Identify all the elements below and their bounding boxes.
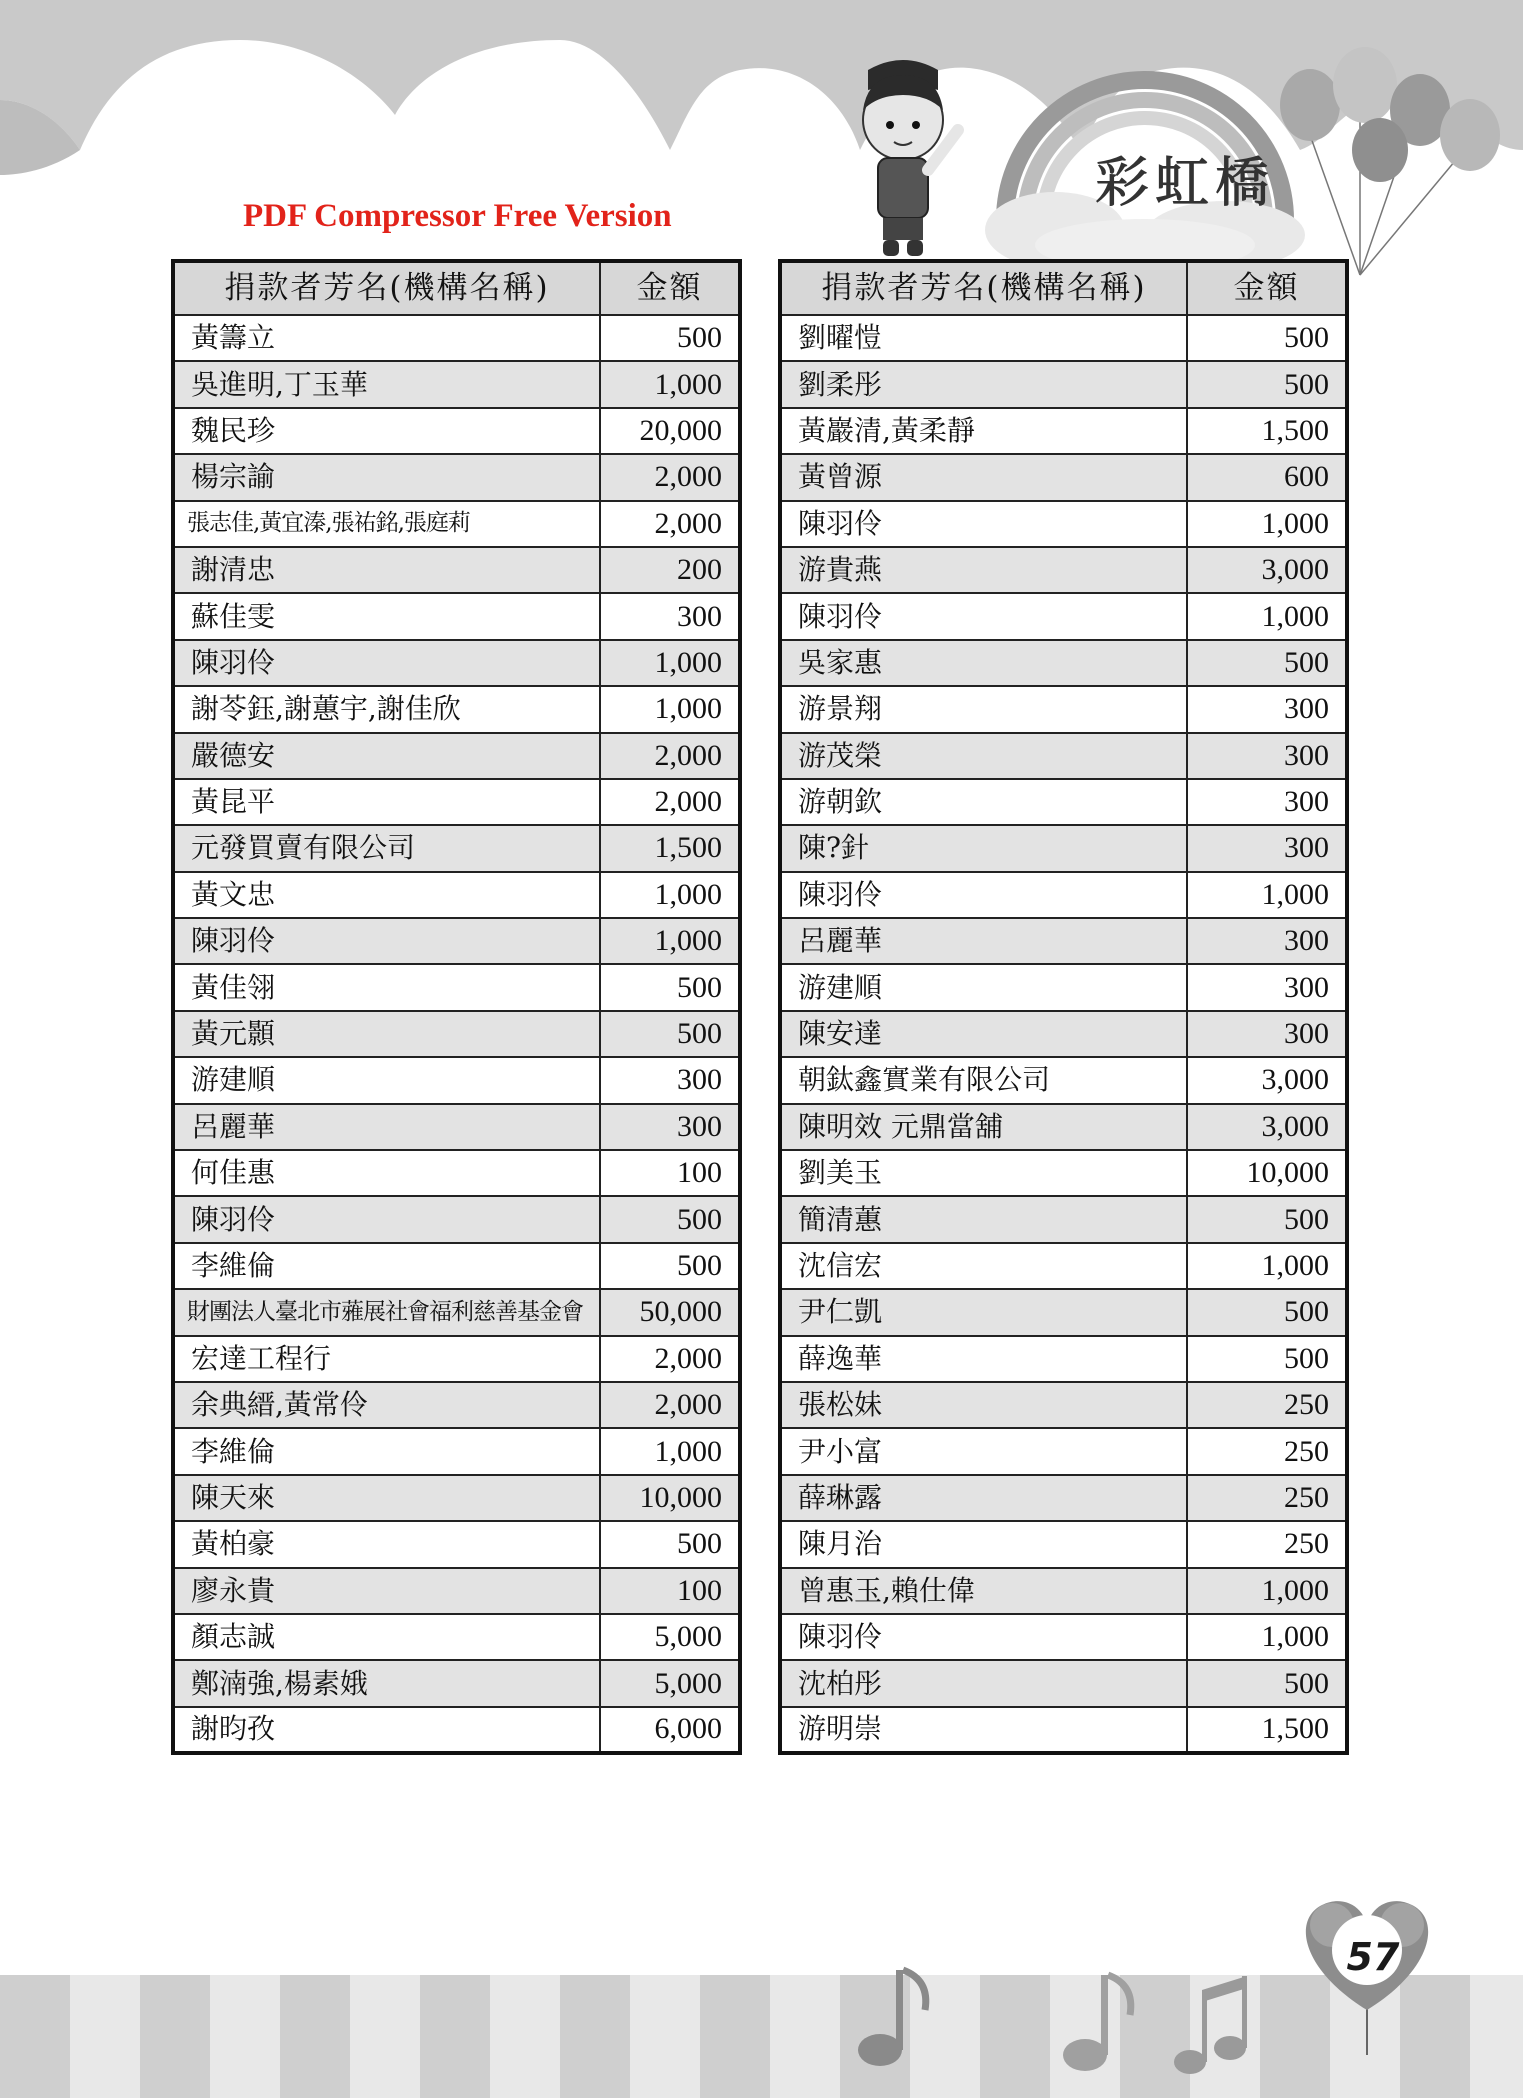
- donor-name: 劉美玉: [780, 1150, 1187, 1196]
- donation-amount: 6,000: [600, 1707, 740, 1753]
- donor-name: 陳?針: [780, 825, 1187, 871]
- donor-name: 陳安達: [780, 1011, 1187, 1057]
- table-row: [780, 1289, 1347, 1335]
- donor-table-right: [778, 259, 1349, 1755]
- donation-amount: 500: [1187, 315, 1347, 361]
- donation-amount: 20,000: [600, 408, 740, 454]
- donor-name: 陳羽伶: [780, 501, 1187, 547]
- donor-name: 陳月治: [780, 1521, 1187, 1567]
- table-row: [173, 1011, 740, 1057]
- table-row: [173, 1475, 740, 1521]
- donation-amount: 500: [600, 1243, 740, 1289]
- table-row: [173, 872, 740, 918]
- donation-amount: 500: [1187, 1336, 1347, 1382]
- donation-amount: 10,000: [600, 1475, 740, 1521]
- donor-name: 廖永貴: [173, 1568, 600, 1614]
- table-row: [780, 779, 1347, 825]
- donation-amount: 100: [600, 1568, 740, 1614]
- table-row: [780, 872, 1347, 918]
- donation-amount: 300: [1187, 918, 1347, 964]
- donor-name: 黃佳翎: [173, 964, 600, 1010]
- donation-amount: 1,000: [600, 1428, 740, 1474]
- donor-name: 沈柏彤: [780, 1660, 1187, 1706]
- donor-name: 游景翔: [780, 686, 1187, 732]
- donation-amount: 250: [1187, 1382, 1347, 1428]
- donor-name: 張松妹: [780, 1382, 1187, 1428]
- donation-amount: 250: [1187, 1428, 1347, 1474]
- donation-amount: 2,000: [600, 501, 740, 547]
- table-row: [173, 825, 740, 871]
- table-row: [780, 1336, 1347, 1382]
- donation-amount: 500: [600, 1196, 740, 1242]
- donation-amount: 250: [1187, 1475, 1347, 1521]
- table-row: [173, 640, 740, 686]
- donor-name: 余典縉,黃常伶: [173, 1382, 600, 1428]
- donor-name: 呂麗華: [780, 918, 1187, 964]
- donor-name: 吳進明,丁玉華: [173, 361, 600, 407]
- donation-amount: 3,000: [1187, 1057, 1347, 1103]
- donation-amount: 500: [1187, 361, 1347, 407]
- table-row: [780, 1382, 1347, 1428]
- donation-amount: 300: [1187, 825, 1347, 871]
- music-notes-icon: [850, 1950, 1280, 2090]
- donation-amount: 500: [600, 1011, 740, 1057]
- table-row: [780, 1428, 1347, 1474]
- donation-amount: 500: [1187, 1660, 1347, 1706]
- donation-amount: 1,000: [1187, 1614, 1347, 1660]
- donation-amount: 2,000: [600, 1336, 740, 1382]
- donation-amount: 500: [600, 964, 740, 1010]
- donation-amount: 1,500: [1187, 1707, 1347, 1753]
- donation-amount: 5,000: [600, 1660, 740, 1706]
- table-row: [173, 1289, 740, 1335]
- table-row: [173, 964, 740, 1010]
- table-row: [173, 1614, 740, 1660]
- table-row: [780, 825, 1347, 871]
- table-row: [173, 779, 740, 825]
- table-row: [173, 1057, 740, 1103]
- donor-name: 謝昀孜: [173, 1707, 600, 1753]
- page-number: 57: [1346, 1935, 1400, 1979]
- column-header-name: 捐款者芳名(機構名稱): [173, 261, 600, 315]
- table-row: [780, 1243, 1347, 1289]
- donation-amount: 300: [1187, 1011, 1347, 1057]
- table-row: [780, 408, 1347, 454]
- table-row: [780, 1150, 1347, 1196]
- table-row: [173, 1196, 740, 1242]
- table-row: [780, 1568, 1347, 1614]
- watermark-text: PDF Compressor Free Version: [243, 198, 672, 234]
- donation-amount: 300: [1187, 733, 1347, 779]
- donor-name: 游貴燕: [780, 547, 1187, 593]
- donation-amount: 300: [600, 1057, 740, 1103]
- table-row: [173, 1336, 740, 1382]
- table-row: [173, 1707, 740, 1753]
- table-row: [173, 361, 740, 407]
- donor-name: 簡清蕙: [780, 1196, 1187, 1242]
- donor-name: 財團法人臺北市蕥展社會福利慈善基金會: [173, 1289, 600, 1335]
- donation-amount: 300: [1187, 779, 1347, 825]
- donation-amount: 1,500: [600, 825, 740, 871]
- table-row: [173, 1660, 740, 1706]
- donation-amount: 500: [600, 1521, 740, 1567]
- donor-name: 游朝欽: [780, 779, 1187, 825]
- donor-name: 黃元顥: [173, 1011, 600, 1057]
- donor-name: 黃文忠: [173, 872, 600, 918]
- table-row: [173, 1428, 740, 1474]
- donor-name: 尹小富: [780, 1428, 1187, 1474]
- table-row: [173, 593, 740, 639]
- donor-name: 何佳惠: [173, 1150, 600, 1196]
- donor-name: 游茂榮: [780, 733, 1187, 779]
- donor-name: 游建順: [173, 1057, 600, 1103]
- donation-amount: 2,000: [600, 1382, 740, 1428]
- donor-name: 李維倫: [173, 1243, 600, 1289]
- donor-name: 陳天來: [173, 1475, 600, 1521]
- table-row: [780, 547, 1347, 593]
- table-row: [780, 1196, 1347, 1242]
- donation-amount: 100: [600, 1150, 740, 1196]
- table-row: [780, 918, 1347, 964]
- table-row: [173, 547, 740, 593]
- donor-name: 陳明效 元鼎當舖: [780, 1104, 1187, 1150]
- donation-amount: 5,000: [600, 1614, 740, 1660]
- donor-name: 黃籌立: [173, 315, 600, 361]
- donation-amount: 200: [600, 547, 740, 593]
- table-row: [780, 1660, 1347, 1706]
- table-row: [173, 1150, 740, 1196]
- table-header-row: [173, 261, 740, 315]
- donation-amount: 3,000: [1187, 1104, 1347, 1150]
- donation-amount: 2,000: [600, 733, 740, 779]
- donation-amount: 1,000: [1187, 593, 1347, 639]
- table-row: [173, 501, 740, 547]
- donor-name: 陳羽伶: [173, 1196, 600, 1242]
- column-header-amount: 金額: [600, 261, 740, 315]
- table-row: [173, 1521, 740, 1567]
- donor-name: 黃巖清,黃柔靜: [780, 408, 1187, 454]
- table-row: [173, 1568, 740, 1614]
- donor-name: 游建順: [780, 964, 1187, 1010]
- table-row: [173, 1104, 740, 1150]
- donor-name: 陳羽伶: [780, 872, 1187, 918]
- donation-amount: 1,000: [600, 918, 740, 964]
- donor-name: 朝鈦鑫實業有限公司: [780, 1057, 1187, 1103]
- donor-name: 楊宗諭: [173, 454, 600, 500]
- donor-table-left-body: [173, 315, 740, 1753]
- donor-name: 嚴德安: [173, 733, 600, 779]
- table-row: [173, 918, 740, 964]
- table-row: [173, 1382, 740, 1428]
- table-row: [780, 1614, 1347, 1660]
- table-row: [173, 454, 740, 500]
- table-row: [780, 964, 1347, 1010]
- donor-name: 謝苓鈺,謝蕙宇,謝佳欣: [173, 686, 600, 732]
- balloons-icon: [1270, 45, 1523, 280]
- table-row: [173, 408, 740, 454]
- table-row: [173, 733, 740, 779]
- donation-amount: 300: [1187, 964, 1347, 1010]
- donor-name: 陳羽伶: [173, 918, 600, 964]
- table-row: [780, 1521, 1347, 1567]
- donor-table-left: [171, 259, 742, 1755]
- donation-amount: 600: [1187, 454, 1347, 500]
- table-row: [780, 593, 1347, 639]
- donor-name: 曾惠玉,賴仕偉: [780, 1568, 1187, 1614]
- donation-amount: 250: [1187, 1521, 1347, 1567]
- donation-amount: 50,000: [600, 1289, 740, 1335]
- table-row: [780, 686, 1347, 732]
- donation-amount: 10,000: [1187, 1150, 1347, 1196]
- donor-name: 黃曾源: [780, 454, 1187, 500]
- table-row: [173, 1243, 740, 1289]
- donation-amount: 300: [600, 593, 740, 639]
- table-row: [780, 1475, 1347, 1521]
- donor-name: 游明崇: [780, 1707, 1187, 1753]
- donation-amount: 2,000: [600, 779, 740, 825]
- donation-amount: 1,000: [1187, 1243, 1347, 1289]
- table-row: [780, 1104, 1347, 1150]
- donation-amount: 300: [1187, 686, 1347, 732]
- donor-name: 宏達工程行: [173, 1336, 600, 1382]
- donor-name: 劉曜愷: [780, 315, 1187, 361]
- donor-name: 陳羽伶: [780, 593, 1187, 639]
- donation-amount: 300: [600, 1104, 740, 1150]
- donor-name: 鄭湳強,楊素娥: [173, 1660, 600, 1706]
- donor-name: 陳羽伶: [173, 640, 600, 686]
- brand-title: 彩虹橋: [1095, 151, 1275, 214]
- donation-amount: 1,500: [1187, 408, 1347, 454]
- donation-amount: 1,000: [600, 872, 740, 918]
- table-row: [780, 454, 1347, 500]
- donation-amount: 500: [600, 315, 740, 361]
- donation-amount: 500: [1187, 640, 1347, 686]
- donor-name: 元發買賣有限公司: [173, 825, 600, 871]
- donor-name: 黃昆平: [173, 779, 600, 825]
- column-header-amount: 金額: [1187, 261, 1347, 315]
- girl-mascot-icon: [838, 50, 968, 260]
- donor-name: 魏民珍: [173, 408, 600, 454]
- donor-name: 陳羽伶: [780, 1614, 1187, 1660]
- column-header-name: 捐款者芳名(機構名稱): [780, 261, 1187, 315]
- table-row: [780, 361, 1347, 407]
- table-row: [173, 315, 740, 361]
- table-row: [780, 1707, 1347, 1753]
- donation-amount: 500: [1187, 1289, 1347, 1335]
- donor-name: 蘇佳雯: [173, 593, 600, 639]
- donor-name: 薛琳露: [780, 1475, 1187, 1521]
- donation-amount: 3,000: [1187, 547, 1347, 593]
- donor-table-right-body: [780, 315, 1347, 1753]
- donation-amount: 1,000: [600, 361, 740, 407]
- donation-amount: 1,000: [1187, 501, 1347, 547]
- donor-name: 黃柏豪: [173, 1521, 600, 1567]
- table-row: [780, 640, 1347, 686]
- donor-name: 謝清忠: [173, 547, 600, 593]
- donor-name: 劉柔彤: [780, 361, 1187, 407]
- donor-name: 李維倫: [173, 1428, 600, 1474]
- donation-amount: 1,000: [600, 686, 740, 732]
- donor-name: 呂麗華: [173, 1104, 600, 1150]
- table-row: [780, 1011, 1347, 1057]
- table-row: [173, 686, 740, 732]
- donor-name: 顏志誠: [173, 1614, 600, 1660]
- donation-amount: 1,000: [1187, 872, 1347, 918]
- table-row: [780, 733, 1347, 779]
- donation-amount: 2,000: [600, 454, 740, 500]
- table-row: [780, 1057, 1347, 1103]
- donation-amount: 1,000: [1187, 1568, 1347, 1614]
- donor-name: 吳家惠: [780, 640, 1187, 686]
- table-row: [780, 501, 1347, 547]
- donation-amount: 500: [1187, 1196, 1347, 1242]
- table-header-row: [780, 261, 1347, 315]
- donor-name: 尹仁凱: [780, 1289, 1187, 1335]
- donor-name: 沈信宏: [780, 1243, 1187, 1289]
- donor-name: 張志佳,黃宜溱,張祐銘,張庭莉: [173, 501, 600, 547]
- table-row: [780, 315, 1347, 361]
- donor-name: 薛逸華: [780, 1336, 1187, 1382]
- donation-amount: 1,000: [600, 640, 740, 686]
